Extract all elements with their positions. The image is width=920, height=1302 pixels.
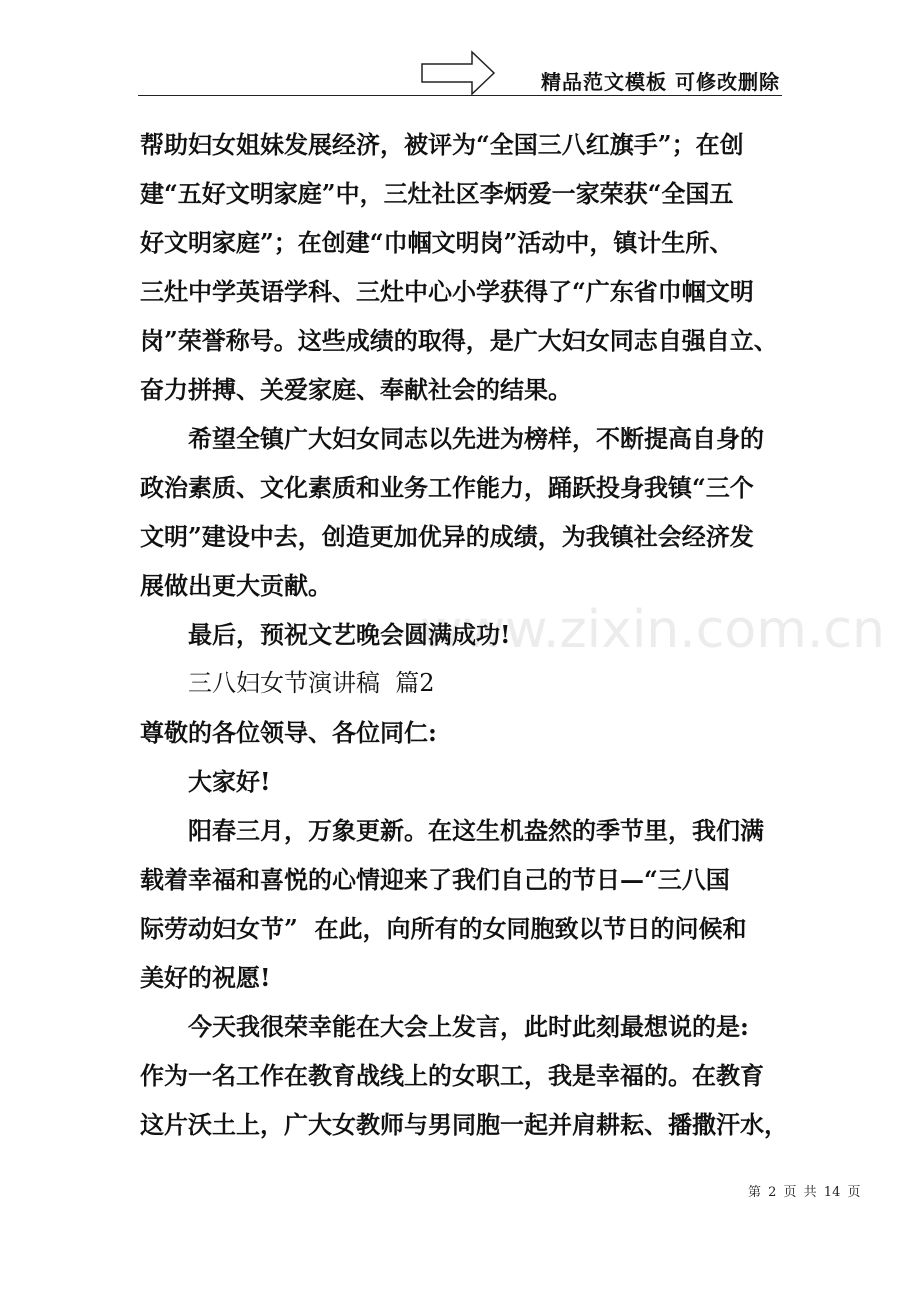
text-line: 美好的祝愿!: [140, 963, 271, 992]
text-line: 阳春三月，万象更新。在这生机盎然的季节里，我们满: [188, 816, 764, 845]
text-line: 好文明家庭”；在创建“巾帼文明岗”活动中，镇计生所、: [140, 228, 734, 257]
text-line: 建“五好文明家庭”中，三灶社区李炳爱一家荣获“全国五: [140, 179, 734, 208]
text-line: 大家好!: [188, 767, 271, 796]
arrow-right-icon: [420, 50, 496, 96]
text-line: 政治素质、文化素质和业务工作能力，踊跃投身我镇“三个: [140, 473, 754, 502]
text-line: 作为一名工作在教育战线上的女职工，我是幸福的。在教育: [140, 1061, 764, 1090]
watermark: www.zixin.com.cn: [420, 600, 885, 660]
text-line: 奋力拼搏、关爱家庭、奉献社会的结果。: [140, 375, 572, 404]
text-line: 岗”荣誉称号。这些成绩的取得，是广大妇女同志自强自立、: [140, 326, 778, 355]
text-line: 尊敬的各位领导、各位同仁:: [140, 718, 437, 747]
header-rule: [138, 95, 782, 96]
text-line: 三灶中学英语学科、三灶中心小学获得了“广东省巾帼文明: [140, 277, 754, 306]
text-line: 文明”建设中去，创造更加优异的成绩，为我镇社会经济发: [140, 522, 754, 551]
document-body: [140, 120, 788, 1149]
text-line: 展做出更大贡献。: [140, 571, 332, 600]
text-line: 今天我很荣幸能在大会上发言，此时此刻最想说的是:: [188, 1012, 749, 1041]
text-line: 这片沃土上，广大女教师与男同胞一起并肩耕耘、播撒汗水，: [140, 1110, 788, 1139]
page-number: 第 2 页 共 14 页: [748, 1185, 861, 1200]
text-line: 最后，预祝文艺晚会圆满成功!: [188, 620, 511, 649]
text-line: 三八妇女节演讲稿 篇2: [188, 669, 435, 697]
page-header: [138, 48, 782, 96]
text-line: 载着幸福和喜悦的心情迎来了我们自己的节日—“三八国: [140, 865, 730, 894]
text-line: 帮助妇女姐妹发展经济，被评为“全国三八红旗手”；在创: [140, 130, 744, 159]
text-line: 希望全镇广大妇女同志以先进为榜样，不断提高自身的: [188, 424, 764, 453]
text-line: 际劳动妇女节” 在此，向所有的女同胞致以节日的问候和: [140, 914, 747, 943]
header-title: 精品范文模板 可修改删除: [541, 70, 780, 94]
